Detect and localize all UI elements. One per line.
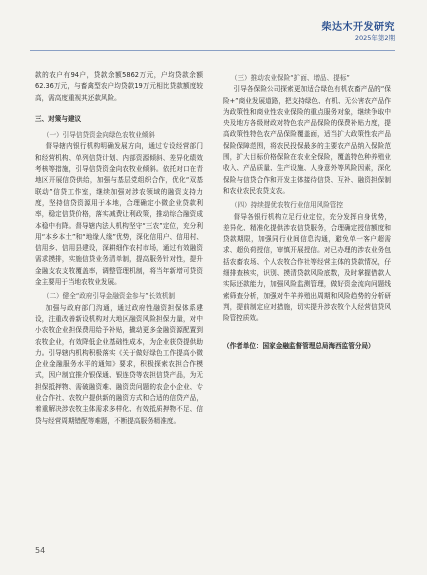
subsection-body-4: 督导各银行机构立足行业定位，充分发挥自身优势，差异化、精准化提供涉农信贷服务，合理确定授信额度和贷款期限，加强同行业间信息沟通，避免单一客户超需求、超负荷授信，审慎开展授信。对已办理的涉农业务包括农畜农场、个人农牧合作社等经营主体的贷款情况，仔细排查核实，识别、摸清贷款风险底数，及时掌握借款人实际还款能力，加强风险监测管理，做好资金流向问题线索筛查分析，加强对牛羊养殖出周期和风险趋势的分析研判，提前制定应对措施，切实提升涉农牧个人经营信贷风险管控质效。 — [223, 212, 391, 323]
section-heading: 三、对策与建议 — [35, 114, 82, 123]
header-divider — [30, 50, 395, 51]
journal-issue: 2025年第2期 — [354, 34, 395, 42]
subsection-body-2: 加强与政府部门沟通，通过政府性融资担保体系建设，注重改善新设机构对大地区融资风险担保力量，对中小农牧企业担保费用给予补贴，撬动更多金融资源配置到农牧企业，有效降低企业基础性成本，为企业获贷提供助力。引导辖内机构积极落实《关于做好绿色工作提高小微企业金融服务水平的通知》要求，积极探索农担合作模式，因户制宜推介银保通、银连贷等农担信贷产品，为无担保抵押物、需破融资难、融资贵问题的农企小企业、专业合作社、农牧户提供新的融资方式和合适的信贷产品，着重解决涉农牧主体需求多样化、有效抵质押物不足、信贷与经营周期错配等难题，不断提高服务精准度。 — [35, 303, 203, 425]
intro-paragraph: 款的农户有94户，贷款余额5862万元，户均贷款余额62.36万元，与畜禽型农户均贷款19万元相比贷款额度较高，需高度重视其还款风险。 — [35, 71, 203, 102]
subsection-heading-3: （三）推动农业保险“扩面、增品、提标” — [230, 74, 350, 82]
subsection-heading-4: （四）持续提优农牧行业信用风险管控 — [230, 201, 343, 210]
subsection-body-1: 督导辖内银行机构明确发展方向，通过专设经营部门和经营机构、单列信贷计划、内部资源倾斜、差异化绩效考核等措施，引导信贷资金向农牧业倾斜。依托对口在青地区开展信贷供给，加强与基层党组织合作，优化“双基联动”信贷工作室，继续加强对涉农领域的融资支持力度，坚持信贷资源用于本地，合理确定小微企业贷款利率，稳定信贷价格，落实减费让利政策，推动综合融资成本稳中有降。督导辖内法人机构坚守“三农”定位，充分利用“本乡本土”和“地缘人缘”优势，深化信用户、信用村、信用乡、信用县建设，深耕细作农村市场，通过有效融资需求摸排，实施信贷业务清单制，提高服务针对性，提升金融支农支牧覆盖率，调整管理机制，将当年新增可贷资金主要用于当地农牧业发展。 — [35, 142, 203, 287]
right-column — [223, 70, 391, 352]
subsection-heading-1: （一）引导信贷资金向绿色农牧业倾斜 — [42, 131, 155, 140]
subsection-body-3: 引导各保险公司探索更加适合绿色有机农畜产品的“保险+”商业发展道路，把支持绿色、有机、无公害农产品作为政策性和商业性农业保险的重点服务对象，继续争取中央及地方各级财政对特色农产品保险的保费补贴力度，提高政策性特色农产品保险覆盖面，适当扩大政策性农产品保险保障范围，将农民投保最多的主要农产品纳入保险范围，扩大目标价格保险在农业全保险，覆盖特色种养殖业收入、产品质量、生产设施、人身意外等风险因素，深化保险与信贷合作和开发主体接待信贷、互补、融资担保制和农业农民农贷支农。 — [223, 85, 391, 195]
subsection-heading-2: （二）健全“政府引导金融资金参与”长效机制 — [42, 292, 176, 301]
left-column — [35, 70, 203, 427]
journal-header — [322, 22, 396, 43]
author-affiliation: （作者单位：国家金融监督管理总局海西监管分局） — [223, 341, 375, 350]
page-number: 54 — [35, 546, 46, 555]
journal-title: 柴达木开发研究 — [321, 22, 395, 33]
